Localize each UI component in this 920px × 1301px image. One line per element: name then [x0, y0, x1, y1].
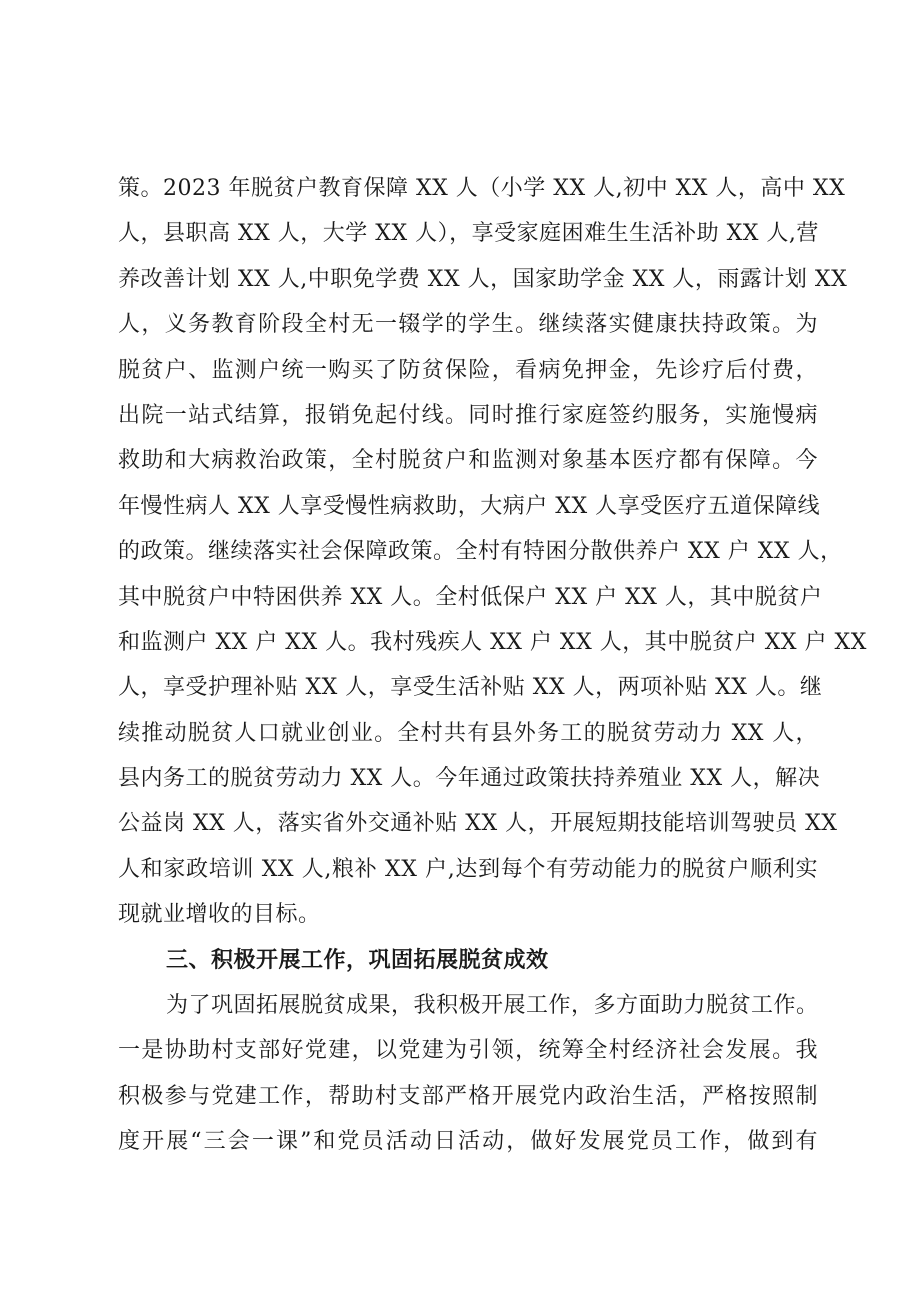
text-line: 脱贫户、监测户统一购买了防贫保险，看病免押金，先诊疗后付费， — [118, 357, 818, 383]
text-line: 县内务工的脱贫劳动力 XX 人。今年通过政策扶持养殖业 XX 人，解决 — [118, 766, 821, 792]
text-line: 人，义务教育阶段全村无一辍学的学生。继续落实健康扶持政策。为 — [118, 312, 818, 338]
text-line: 积极参与党建工作，帮助村支部严格开展党内政治生活，严格按照制 — [118, 1083, 818, 1109]
text-line: 的政策。继续落实社会保障政策。全村有特困分散供养户 XX 户 XX 人， — [118, 539, 843, 565]
text-line: 一是协助村支部好党建，以党建为引领，统筹全村经济社会发展。我 — [118, 1038, 818, 1064]
text-line: 人和家政培训 XX 人,粮补 XX 户,达到每个有劳动能力的脱贫户顺利实 — [118, 856, 818, 882]
text-line: 养改善计划 XX 人,中职免学费 XX 人，国家助学金 XX 人，雨露计划 XX — [118, 266, 848, 292]
text-line: 度开展“三会一课”和党员活动日活动，做好发展党员工作，做到有 — [118, 1129, 818, 1155]
paragraph-work-efforts — [118, 983, 818, 1165]
text-line: 续推动脱贫人口就业创业。全村共有县外务工的脱贫劳动力 XX 人， — [118, 720, 818, 746]
text-line: 其中脱贫户中特困供养 XX 人。全村低保户 XX 户 XX 人，其中脱贫户 — [118, 584, 823, 610]
text-line: 现就业增收的目标。 — [118, 902, 321, 928]
text-line: 救助和大病救治政策，全村脱贫户和监测对象基本医疗都有保障。今 — [118, 448, 818, 474]
text-line: 人，县职高 XX 人，大学 XX 人），享受家庭困难生生活补助 XX 人,营 — [118, 221, 819, 247]
paragraph-policy-summary — [118, 166, 867, 938]
text-line: 策。2023 年脱贫户教育保障 XX 人（小学 XX 人,初中 XX 人，高中 XX — [118, 176, 846, 201]
text-line: 为了巩固拓展脱贫成果，我积极开展工作，多方面助力脱贫工作。 — [166, 993, 819, 1019]
text-line: 人，享受护理补贴 XX 人，享受生活补贴 XX 人，两项补贴 XX 人。继 — [118, 675, 823, 701]
text-line: 年慢性病人 XX 人享受慢性病救助，大病户 XX 人享受医疗五道保障线 — [118, 493, 821, 519]
text-line: 公益岗 XX 人，落实省外交通补贴 XX 人，开展短期技能培训驾驶员 XX — [118, 811, 838, 837]
text-line: 出院一站式结算，报销免起付线。同时推行家庭签约服务，实施慢病 — [118, 402, 818, 428]
text-line: 和监测户 XX 户 XX 人。我村残疾人 XX 户 XX 人，其中脱贫户 XX 户 XX — [118, 629, 867, 655]
document-body — [118, 166, 867, 1165]
section-heading: 三、积极开展工作，巩固拓展脱贫成效 — [166, 947, 549, 973]
